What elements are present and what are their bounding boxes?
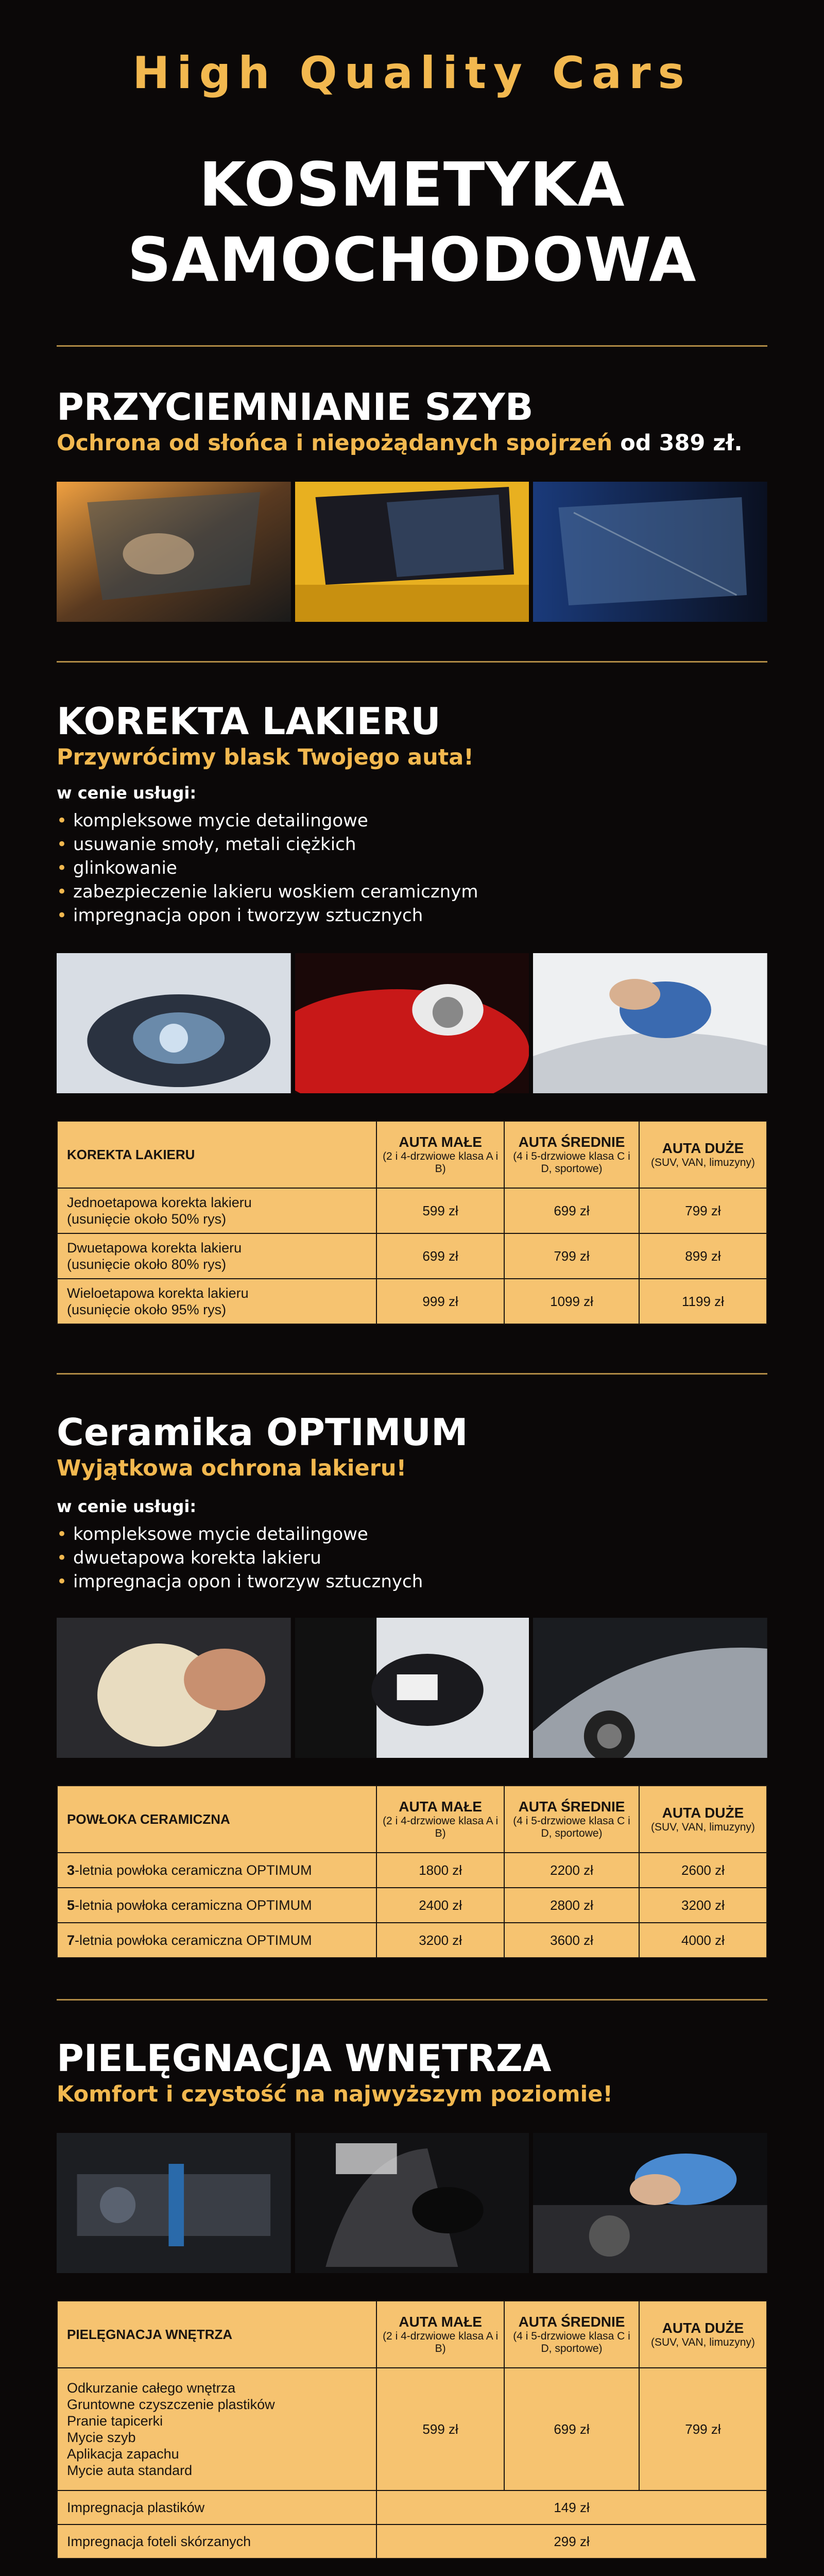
- ceramic-includes-list: [57, 1522, 423, 1594]
- hero-line-2: SAMOCHODOWA: [127, 224, 697, 295]
- col-header-medium: AUTA ŚREDNIE (4 i 5-drzwiowe klasa C i D, sportowe): [504, 2301, 639, 2368]
- interior-price-table: [57, 2300, 767, 2559]
- table-row: Dwuetapowa korekta lakieru (usunięcie około 80% rys) 699 zł 799 zł 899 zł: [57, 1233, 767, 1279]
- window-tint-photo: [57, 482, 291, 622]
- tint-price: od 389 zł.: [620, 430, 743, 456]
- coated-car-photo: [533, 1618, 767, 1758]
- paint-photos: [57, 953, 767, 1093]
- table-row: 3-letnia powłoka ceramiczna OPTIMUM 1800 zł 2200 zł 2600 zł: [57, 1853, 767, 1888]
- col-header-large: AUTA DUŻE (SUV, VAN, limuzyny): [639, 2301, 767, 2368]
- table-row: 7-letnia powłoka ceramiczna OPTIMUM 3200 zł 3600 zł 4000 zł: [57, 1923, 767, 1958]
- table-header-name: PIELĘGNACJA WNĘTRZA: [57, 2301, 376, 2368]
- table-row: Wieloetapowa korekta lakieru (usunięcie około 95% rys) 999 zł 1099 zł 1199 zł: [57, 1279, 767, 1324]
- divider: [57, 345, 767, 347]
- paint-includes-label: w cenie usługi:: [57, 783, 197, 803]
- vacuum-photo: [57, 2133, 291, 2273]
- tinted-window-photo: [295, 482, 529, 622]
- hero-title: [0, 147, 824, 297]
- table-row: Impregnacja foteli skórzanych 299 zł: [57, 2524, 767, 2558]
- list-item: • impregnacja opon i tworzyw sztucznych: [57, 904, 478, 927]
- list-item: • dwuetapowa korekta lakieru: [57, 1546, 423, 1570]
- brand-logo: High Quality Cars: [132, 47, 692, 99]
- list-item: • zabezpieczenie lakieru woskiem ceramicznym: [57, 880, 478, 904]
- col-header-large: AUTA DUŻE (SUV, VAN, limuzyny): [639, 1121, 767, 1188]
- tint-subtitle: [57, 428, 767, 459]
- col-header-medium: AUTA ŚREDNIE (4 i 5-drzwiowe klasa C i D, sportowe): [504, 1121, 639, 1188]
- table-row: 5-letnia powłoka ceramiczna OPTIMUM 2400 zł 2800 zł 3200 zł: [57, 1888, 767, 1923]
- list-item: • kompleksowe mycie detailingowe: [57, 1522, 423, 1546]
- divider: [57, 1999, 767, 2001]
- list-item: • impregnacja opon i tworzyw sztucznych: [57, 1570, 423, 1594]
- col-header-medium: AUTA ŚREDNIE (4 i 5-drzwiowe klasa C i D, sportowe): [504, 1786, 639, 1853]
- polishing-photo: [295, 953, 529, 1093]
- table-row: Jednoetapowa korekta lakieru (usunięcie około 50% rys) 599 zł 699 zł 799 zł: [57, 1188, 767, 1233]
- dashboard-wipe-photo: [533, 2133, 767, 2273]
- divider: [57, 1373, 767, 1375]
- interior-title: PIELĘGNACJA WNĘTRZA: [57, 2037, 552, 2080]
- ceramic-subtitle: Wyjątkowa ochrona lakieru!: [57, 1455, 407, 1481]
- list-item: • usuwanie smoły, metali ciężkich: [57, 833, 478, 856]
- tint-subtitle-text: Ochrona od słońca i niepożądanych spojrzeń: [57, 430, 613, 456]
- list-item: • glinkowanie: [57, 856, 478, 880]
- paint-subtitle: Przywrócimy blask Twojego auta!: [57, 744, 474, 770]
- col-header-small: AUTA MAŁE (2 i 4-drzwiowe klasa A i B): [376, 2301, 504, 2368]
- tint-film-photo: [533, 482, 767, 622]
- buffer-photo: [57, 1618, 291, 1758]
- col-header-small: AUTA MAŁE (2 i 4-drzwiowe klasa A i B): [376, 1121, 504, 1188]
- interior-subtitle: Komfort i czystość na najwyższym poziomie!: [57, 2081, 613, 2107]
- list-item: • kompleksowe mycie detailingowe: [57, 809, 478, 833]
- paint-includes-list: [57, 809, 478, 927]
- table-header-name: POWŁOKA CERAMICZNA: [57, 1786, 376, 1853]
- ceramic-title: Ceramika OPTIMUM: [57, 1411, 468, 1454]
- microfiber-photo: [533, 953, 767, 1093]
- hero-line-1: KOSMETYKA: [199, 149, 625, 220]
- paint-price-table: [57, 1121, 767, 1325]
- table-row: Impregnacja plastików 149 zł: [57, 2490, 767, 2524]
- headlight-photo: [57, 953, 291, 1093]
- applicator-photo: [295, 1618, 529, 1758]
- tint-title: PRZYCIEMNIANIE SZYB: [57, 385, 534, 429]
- paint-title: KOREKTA LAKIERU: [57, 700, 441, 743]
- tint-photos: [57, 482, 767, 622]
- table-row: Odkurzanie całego wnętrza Gruntowne czyszczenie plastików Pranie tapicerki Mycie szyb Aplikacja zapachu Mycie auta standard 599 zł 699 zł 799 zł: [57, 2368, 767, 2490]
- table-header-name: KOREKTA LAKIERU: [57, 1121, 376, 1188]
- ceramic-includes-label: w cenie usługi:: [57, 1497, 197, 1516]
- divider: [57, 661, 767, 663]
- col-header-large: AUTA DUŻE (SUV, VAN, limuzyny): [639, 1786, 767, 1853]
- seat-cleaning-photo: [295, 2133, 529, 2273]
- interior-photos: [57, 2133, 767, 2273]
- ceramic-price-table: [57, 1785, 767, 1958]
- col-header-small: AUTA MAŁE (2 i 4-drzwiowe klasa A i B): [376, 1786, 504, 1853]
- ceramic-photos: [57, 1618, 767, 1758]
